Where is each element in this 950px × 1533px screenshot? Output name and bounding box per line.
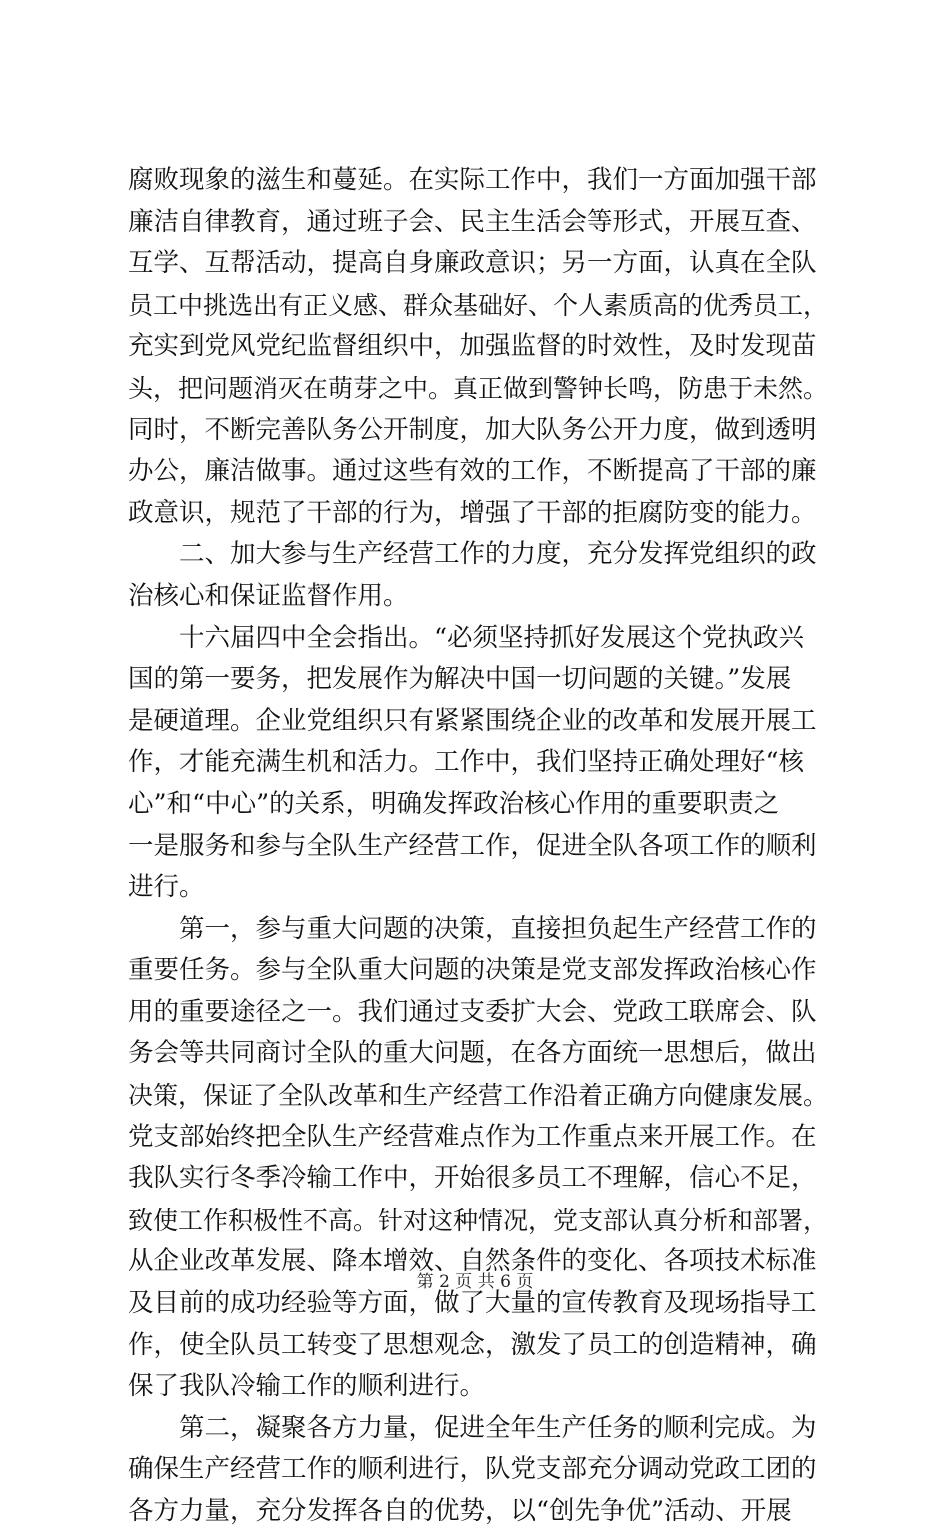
text-line: 一是服务和参与全队生产经营工作，促进全队各项工作的顺利 — [128, 830, 817, 861]
text-line: 作，才能充满生机和活力。工作中，我们坚持正确处理好“核 — [128, 747, 805, 778]
text-line: 第一，参与重大问题的决策，直接担负起生产经营工作的 — [128, 913, 817, 944]
text-line: 是硬道理。企业党组织只有紧紧围绕企业的改革和发展开展工 — [128, 705, 817, 736]
text-line: 国的第一要务，把发展作为解决中国一切问题的关键。”发展 — [128, 664, 792, 695]
text-line: 致使工作积极性不高。针对这种情况，党支部认真分析和部署， — [128, 1205, 828, 1235]
section-heading-line: 二、加大参与生产经营工作的力度，充分发挥党组织的政 — [128, 539, 817, 570]
text-line: 务会等共同商讨全队的重大问题，在各方面统一思想后，做出 — [128, 1038, 817, 1069]
text-line: 政意识，规范了干部的行为，增强了干部的拒腐防变的能力。 — [128, 497, 817, 528]
body-text — [128, 160, 828, 1533]
text-line: 保了我队冷输工作的顺利进行。 — [128, 1371, 486, 1402]
text-line: 及目前的成功经验等方面，做了大量的宣传教育及现场指导工 — [128, 1288, 817, 1319]
text-line: 进行。 — [128, 872, 205, 903]
text-line: 廉洁自律教育，通过班子会、民主生活会等形式，开展互查、 — [128, 206, 817, 237]
text-line: 互学、互帮活动，提高自身廉政意识；另一方面，认真在全队 — [128, 248, 817, 279]
text-line: 头，把问题消灭在萌芽之中。真正做到警钟长鸣，防患于未然。 — [128, 373, 828, 403]
text-line: 用的重要途径之一。我们通过支委扩大会、党政工联席会、队 — [128, 996, 817, 1027]
text-line: 确保生产经营工作的顺利进行，队党支部充分调动党政工团的 — [128, 1454, 817, 1485]
text-line: 党支部始终把全队生产经营难点作为工作重点来开展工作。在 — [128, 1121, 817, 1152]
text-line: 从企业改革发展、降本增效、自然条件的变化、各项技术标准 — [128, 1246, 817, 1277]
text-line: 十六届四中全会指出。“必须坚持抓好发展这个党执政兴 — [128, 622, 805, 653]
section-heading-line: 治核心和保证监督作用。 — [128, 580, 409, 611]
text-line: 办公，廉洁做事。通过这些有效的工作，不断提高了干部的廉 — [128, 456, 817, 487]
text-line: 同时，不断完善队务公开制度，加大队务公开力度，做到透明 — [128, 414, 817, 445]
text-line: 腐败现象的滋生和蔓延。在实际工作中，我们一方面加强干部 — [128, 165, 817, 195]
text-line: 员工中挑选出有正义感、群众基础好、个人素质高的优秀员工， — [128, 290, 828, 320]
page-number-footer: 第 2 页 共 6 页 — [416, 1272, 534, 1292]
text-line: 充实到党风党纪监督组织中，加强监督的时效性，及时发现苗 — [128, 331, 817, 362]
text-line: 各方力量，充分发挥各自的优势，以“创先争优”活动、开展 — [128, 1496, 792, 1526]
text-line: 心”和“中心”的关系，明确发挥政治核心作用的重要职责之 — [128, 788, 780, 819]
text-line: 决策，保证了全队改革和生产经营工作沿着正确方向健康发展。 — [128, 1081, 828, 1111]
text-line: 第二，凝聚各方力量，促进全年生产任务的顺利完成。为 — [128, 1412, 817, 1443]
text-line: 重要任务。参与全队重大问题的决策是党支部发挥政治核心作 — [128, 955, 817, 986]
text-line: 我队实行冬季冷输工作中，开始很多员工不理解，信心不足， — [128, 1163, 817, 1194]
text-line: 作，使全队员工转变了思想观念，激发了员工的创造精神，确 — [128, 1329, 817, 1360]
